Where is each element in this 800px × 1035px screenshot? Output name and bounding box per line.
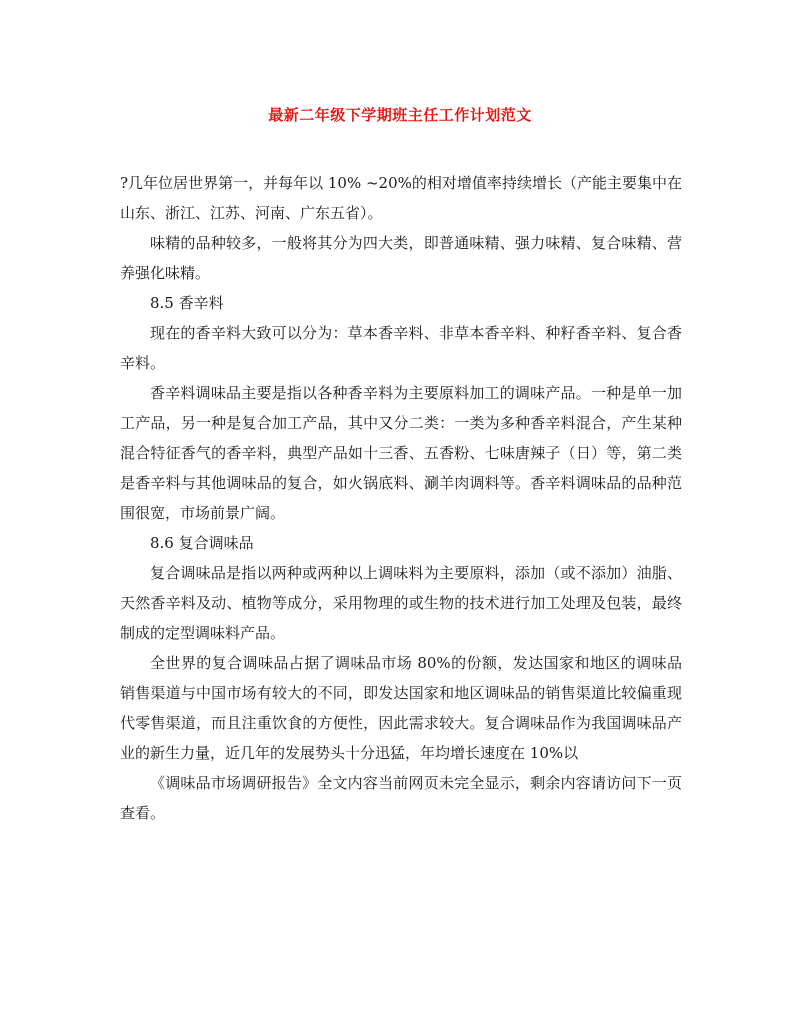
paragraph-compound-market: 全世界的复合调味品占据了调味品市场 80%的份额，发达国家和地区的调味品销售渠道与中国市场有较大的不同，即发达国家和地区调味品的销售渠道比较偏重现代零售渠道，而且注重饮食的方便性，因此需求较大。复合调味品作为我国调味品产业的新生力量，近几年的发展势头十分迅猛，年均增长速度在 10%以 <box>120 654 682 762</box>
document-body <box>120 168 682 828</box>
paragraph-continue-notice: 《调味品市场调研报告》全文内容当前网页未完全显示，剩余内容请访问下一页查看。 <box>120 774 682 822</box>
paragraph-msg-varieties: 味精的品种较多，一般将其分为四大类，即普通味精、强力味精、复合味精、营养强化味精。 <box>120 234 682 282</box>
document-title: 最新二年级下学期班主任工作计划范文 <box>268 106 532 124</box>
section-heading-compound-seasoning: 8.6 复合调味品 <box>150 534 254 552</box>
paragraph-spice-categories: 现在的香辛料大致可以分为：草本香辛料、非草本香辛料、种籽香辛料、复合香辛料。 <box>120 324 682 372</box>
paragraph-continuation: ?几年位居世界第一，并每年以 10% ~20%的相对增值率持续增长（产能主要集中在山东、浙江、江苏、河南、广东五省）。 <box>120 174 682 222</box>
paragraph-spice-products: 香辛料调味品主要是指以各种香辛料为主要原料加工的调味产品。一种是单一加工产品，另一种是复合加工产品，其中又分二类：一类为多种香辛料混合，产生某种混合特征香气的香辛料，典型产品如十三香、五香粉、七味唐辣子（日）等，第二类是香辛料与其他调味品的复合，如火锅底料、涮羊肉调料等。香辛料调味品的品种范围很宽，市场前景广阔。 <box>120 384 682 522</box>
section-heading-spices: 8.5 香辛料 <box>150 294 224 312</box>
paragraph-compound-definition: 复合调味品是指以两种或两种以上调味料为主要原料，添加（或不添加）油脂、天然香辛料及动、植物等成分，采用物理的或生物的技术进行加工处理及包装，最终制成的定型调味料产品。 <box>120 564 682 642</box>
